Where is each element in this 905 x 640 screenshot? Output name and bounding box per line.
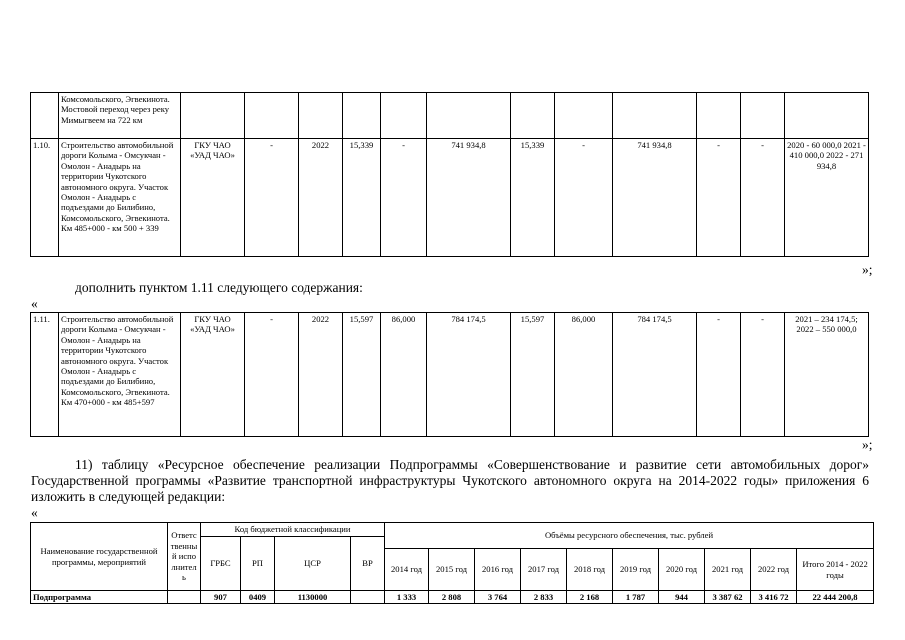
table-row — [31, 591, 874, 604]
close-quote: »; — [862, 262, 873, 277]
table-header-row — [31, 523, 874, 537]
cell: - — [555, 139, 613, 257]
header-csr: ЦСР — [275, 537, 351, 591]
header-total: Итого 2014 - 2022 годы — [797, 549, 874, 591]
cell-num: 1.10. — [31, 139, 59, 257]
cell — [613, 93, 697, 139]
cell-name: Строительство автомобильной дороги Колыма - Омсукчан - Омолон - Анадырь на территории Чукотского автономного округа. Участок Омолон - Анадырь с подъездами до Билибино, Комсомольского, Эгвекинота. Км 470+000 - км 485+597 — [59, 313, 181, 437]
cell: - — [381, 139, 427, 257]
table-row — [31, 139, 869, 257]
resource-table — [30, 522, 874, 604]
cell — [511, 93, 555, 139]
cell: - — [741, 139, 785, 257]
cell-value: 3 764 — [475, 591, 521, 604]
cell: 2022 — [299, 313, 343, 437]
header-vr: ВР — [351, 537, 385, 591]
header-year: 2015 год — [429, 549, 475, 591]
cell — [343, 93, 381, 139]
cell: - — [697, 139, 741, 257]
cell-executor: ГКУ ЧАО «УАД ЧАО» — [181, 313, 245, 437]
cell: - — [245, 313, 299, 437]
cell-vr — [351, 591, 385, 604]
header-year: 2017 год — [521, 549, 567, 591]
cell: 784 174,5 — [613, 313, 697, 437]
header-year: 2022 год — [751, 549, 797, 591]
cell-num: 1.11. — [31, 313, 59, 437]
header-year: 2020 год — [659, 549, 705, 591]
table-row — [31, 313, 869, 437]
cell — [697, 93, 741, 139]
cell-funding: 2021 – 234 174,5; 2022 – 550 000,0 — [785, 313, 869, 437]
cell-value: 1 333 — [385, 591, 429, 604]
cell-name: Строительство автомобильной дороги Колыма - Омсукчан - Омолон - Анадырь на территории Чукотского автономного округа. Участок Омолон - Анадырь с подъездами до Билибино, Комсомольского, Эгвекинота. Км 485+000 - км 500 + 339 — [59, 139, 181, 257]
cell — [299, 93, 343, 139]
header-name: Наименование государственной программы, мероприятий — [31, 523, 168, 591]
cell-total: 22 444 200,8 — [797, 591, 874, 604]
cell: 741 934,8 — [427, 139, 511, 257]
paragraph-11: 11) таблицу «Ресурсное обеспечение реализации Подпрограммы «Совершенствование и развитие сети автомобильных дорог» Государственной программы «Развитие транспортной инфраструктуры Чукотского автономного округа на 2014-2022 годы» приложения 6 изложить в следующей редакции: — [31, 457, 869, 504]
cell-value: 2 833 — [521, 591, 567, 604]
cell-value: 2 168 — [567, 591, 613, 604]
table-middle — [30, 312, 869, 437]
cell-csr: 1130000 — [275, 591, 351, 604]
cell — [785, 93, 869, 139]
header-year: 2019 год — [613, 549, 659, 591]
header-volumes: Объёмы ресурсного обеспечения, тыс. рублей — [385, 523, 874, 549]
cell: 2022 — [299, 139, 343, 257]
cell-rp: 0409 — [241, 591, 275, 604]
cell: 86,000 — [381, 313, 427, 437]
header-executor: Ответственный исполнитель — [168, 523, 201, 591]
cell — [427, 93, 511, 139]
cell: 86,000 — [555, 313, 613, 437]
cell: 15,339 — [511, 139, 555, 257]
cell — [245, 93, 299, 139]
cell-funding: 2020 - 60 000,0 2021 - 410 000,0 2022 - 271 934,8 — [785, 139, 869, 257]
instruction-text: дополнить пунктом 1.11 следующего содержания: — [75, 280, 363, 295]
header-year: 2018 год — [567, 549, 613, 591]
cell: - — [697, 313, 741, 437]
table-top — [30, 92, 869, 257]
cell: 15,339 — [343, 139, 381, 257]
close-quote: »; — [862, 437, 873, 452]
cell: - — [741, 313, 785, 437]
header-year: 2021 год — [705, 549, 751, 591]
cell — [555, 93, 613, 139]
cell: 741 934,8 — [613, 139, 697, 257]
open-quote: « — [31, 505, 38, 520]
cell-grbs: 907 — [201, 591, 241, 604]
open-quote: « — [31, 296, 38, 311]
header-kbk: Код бюджетной классификации — [201, 523, 385, 537]
cell-value: 2 808 — [429, 591, 475, 604]
cell: 15,597 — [343, 313, 381, 437]
cell-value: 944 — [659, 591, 705, 604]
cell — [381, 93, 427, 139]
header-year: 2016 год — [475, 549, 521, 591]
cell-executor — [168, 591, 201, 604]
cell-name: Подпрограмма — [31, 591, 168, 604]
cell: 15,597 — [511, 313, 555, 437]
cell-name: Комсомольского, Эгвекинота. Мостовой переход через реку Мимыгвеем на 722 км — [59, 93, 181, 139]
cell: - — [245, 139, 299, 257]
header-rp: РП — [241, 537, 275, 591]
cell: 784 174,5 — [427, 313, 511, 437]
cell-value: 3 416 72 — [751, 591, 797, 604]
header-year: 2014 год — [385, 549, 429, 591]
cell-value: 3 387 62 — [705, 591, 751, 604]
cell — [741, 93, 785, 139]
cell — [31, 93, 59, 139]
header-grbs: ГРБС — [201, 537, 241, 591]
cell — [181, 93, 245, 139]
table-row — [31, 93, 869, 139]
cell-executor: ГКУ ЧАО «УАД ЧАО» — [181, 139, 245, 257]
cell-value: 1 787 — [613, 591, 659, 604]
